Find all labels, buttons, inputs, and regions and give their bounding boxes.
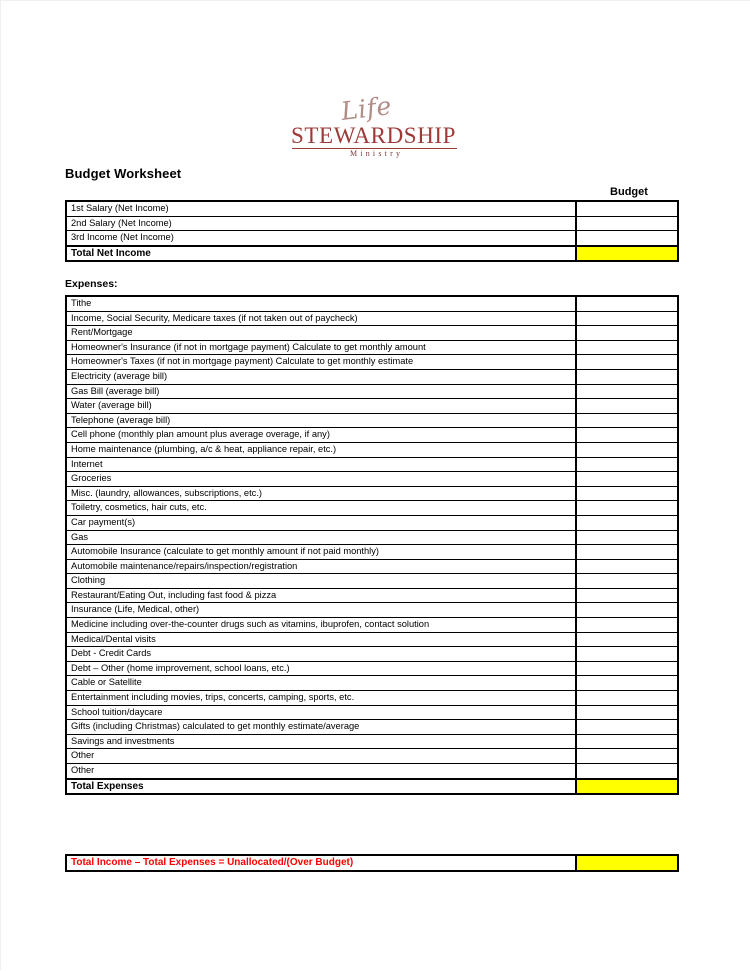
expense-row-label: Clothing [66,574,576,589]
expense-row-label: Cable or Satellite [66,676,576,691]
expense-row [66,340,678,355]
expense-row-value-cell[interactable] [576,486,678,501]
expense-row-value-cell[interactable] [576,413,678,428]
expense-row [66,705,678,720]
logo-main-word: STEWARDSHIP [291,123,457,148]
expense-row-label: Debt - Credit Cards [66,647,576,662]
expense-row [66,779,678,795]
expense-row-label: School tuition/daycare [66,705,576,720]
expense-row-value-cell[interactable] [576,705,678,720]
income-row-label: Total Net Income [66,246,576,262]
page-title: Budget Worksheet [65,166,182,181]
expense-row [66,486,678,501]
expense-row [66,676,678,691]
expense-row [66,326,678,341]
expense-row-value-cell[interactable] [576,355,678,370]
expense-row [66,428,678,443]
expenses-table-body [66,296,678,794]
income-row-value-cell[interactable] [576,216,678,231]
expense-row [66,442,678,457]
expense-row [66,472,678,487]
expense-row-value-cell[interactable] [576,632,678,647]
logo-script-word: Life [339,91,394,126]
expense-row-label: Telephone (average bill) [66,413,576,428]
expense-row-value-cell[interactable] [576,369,678,384]
income-table-body [66,201,678,261]
expense-row-value-cell[interactable] [576,574,678,589]
expense-row-label: Gifts (including Christmas) calculated to get monthly estimate/average [66,720,576,735]
expense-row [66,296,678,311]
expense-row-label: Other [66,749,576,764]
budget-column-header: Budget [610,186,648,198]
expense-row-label: Income, Social Security, Medicare taxes (if not taken out of paycheck) [66,311,576,326]
expense-row [66,720,678,735]
expense-row-value-cell[interactable] [576,734,678,749]
expense-row [66,559,678,574]
expense-row-label: Home maintenance (plumbing, a/c & heat, appliance repair, etc.) [66,442,576,457]
expense-row [66,618,678,633]
expense-row-label: Internet [66,457,576,472]
expense-row-label: Groceries [66,472,576,487]
income-table [65,200,679,262]
expense-row-value-cell[interactable] [576,661,678,676]
income-row [66,246,678,262]
expense-row [66,457,678,472]
expense-row-label: Homeowner's Taxes (if not in mortgage payment) Calculate to get monthly estimate [66,355,576,370]
expense-row [66,311,678,326]
income-row-label: 1st Salary (Net Income) [66,201,576,216]
expense-row-value-cell[interactable] [576,764,678,779]
expense-row-value-cell[interactable] [576,588,678,603]
expense-row-value-cell[interactable] [576,428,678,443]
life-stewardship-ministry-logo [281,91,481,161]
expense-row-label: Gas Bill (average bill) [66,384,576,399]
expense-row [66,734,678,749]
expense-row [66,501,678,516]
expense-row-label: Automobile maintenance/repairs/inspection/registration [66,559,576,574]
expense-row [66,545,678,560]
expense-row-value-cell[interactable] [576,472,678,487]
expense-row-label: Medicine including over-the-counter drugs such as vitamins, ibuprofen, contact solution [66,618,576,633]
expense-row [66,384,678,399]
expense-row-value-cell[interactable] [576,399,678,414]
expense-row-value-cell[interactable] [576,559,678,574]
income-row [66,201,678,216]
expenses-section-label: Expenses: [65,278,118,290]
income-row-label: 2nd Salary (Net Income) [66,216,576,231]
summary-row-value-cell[interactable] [576,855,678,871]
expense-row-value-cell[interactable] [576,618,678,633]
expense-row-value-cell[interactable] [576,545,678,560]
expense-row-label: Car payment(s) [66,515,576,530]
expense-row-value-cell[interactable] [576,442,678,457]
expense-row [66,413,678,428]
expense-row [66,588,678,603]
expense-row [66,647,678,662]
expense-row-value-cell[interactable] [576,603,678,618]
expense-row [66,355,678,370]
expense-row-value-cell[interactable] [576,501,678,516]
expense-row-value-cell[interactable] [576,296,678,311]
expense-row-label: Toiletry, cosmetics, hair cuts, etc. [66,501,576,516]
expense-row [66,603,678,618]
expense-row-label: Insurance (Life, Medical, other) [66,603,576,618]
expense-row-label: Total Expenses [66,779,576,795]
expense-row-value-cell[interactable] [576,340,678,355]
expense-row-label: Misc. (laundry, allowances, subscriptions, etc.) [66,486,576,501]
income-row-label: 3rd Income (Net Income) [66,231,576,246]
income-row-value-cell[interactable] [576,231,678,246]
expense-row-value-cell[interactable] [576,647,678,662]
logo-sub-word: Ministry [350,149,404,158]
expense-row [66,530,678,545]
expense-row-label: Gas [66,530,576,545]
expense-row-label: Other [66,764,576,779]
expense-row-label: Debt – Other (home improvement, school loans, etc.) [66,661,576,676]
expense-row-value-cell[interactable] [576,676,678,691]
expense-row [66,515,678,530]
expense-row-value-cell[interactable] [576,691,678,706]
expense-row-value-cell[interactable] [576,311,678,326]
summary-table [65,854,679,872]
expense-row-label: Automobile Insurance (calculate to get monthly amount if not paid monthly) [66,545,576,560]
expense-row-label: Cell phone (monthly plan amount plus average overage, if any) [66,428,576,443]
summary-table-body [66,855,678,871]
expense-row-value-cell[interactable] [576,530,678,545]
expense-row-label: Homeowner's Insurance (if not in mortgage payment) Calculate to get monthly amount [66,340,576,355]
expense-row-value-cell[interactable] [576,720,678,735]
expenses-table [65,295,679,795]
income-row-value-cell[interactable] [576,246,678,262]
expense-row [66,399,678,414]
summary-row-label: Total Income – Total Expenses = Unallocated/(Over Budget) [66,855,576,871]
expense-row [66,369,678,384]
expense-row [66,691,678,706]
summary-row [66,855,678,871]
expense-row [66,661,678,676]
worksheet-sheet [1,1,750,971]
expense-row [66,749,678,764]
expense-row-label: Restaurant/Eating Out, including fast food & pizza [66,588,576,603]
expense-row-label: Rent/Mortgage [66,326,576,341]
expense-row-value-cell[interactable] [576,515,678,530]
expense-row [66,632,678,647]
expense-row [66,764,678,779]
expense-row-label: Electricity (average bill) [66,369,576,384]
expense-row [66,574,678,589]
income-row-value-cell[interactable] [576,201,678,216]
expense-row-value-cell[interactable] [576,457,678,472]
expense-row-label: Savings and investments [66,734,576,749]
expense-row-value-cell[interactable] [576,326,678,341]
expense-row-value-cell[interactable] [576,384,678,399]
income-row [66,216,678,231]
expense-row-value-cell[interactable] [576,779,678,795]
expense-row-value-cell[interactable] [576,749,678,764]
expense-row-label: Medical/Dental visits [66,632,576,647]
income-row [66,231,678,246]
expense-row-label: Entertainment including movies, trips, concerts, camping, sports, etc. [66,691,576,706]
expense-row-label: Water (average bill) [66,399,576,414]
expense-row-label: Tithe [66,296,576,311]
